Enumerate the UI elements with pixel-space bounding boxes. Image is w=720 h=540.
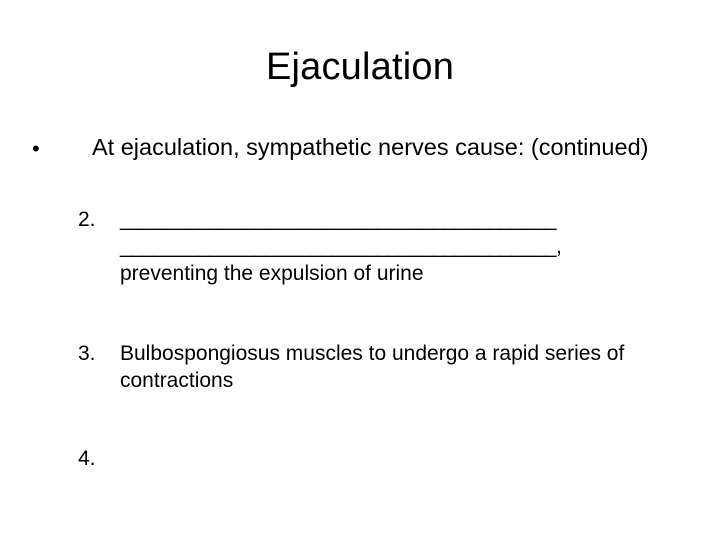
bullet-marker: • (32, 136, 40, 161)
item-text: preventing the expulsion of urine (120, 262, 424, 285)
item-number: 3. (78, 342, 96, 365)
bullet-text: At ejaculation, sympathetic nerves cause: (continued) (92, 134, 649, 160)
item-text: Bulbospongiosus muscles to undergo a rapid series of contractions (120, 342, 625, 392)
item-body (120, 206, 695, 287)
fill-in-blank-line: _______________________________________, (120, 235, 562, 258)
item-number: 2. (78, 208, 96, 231)
item-number: 4. (78, 447, 96, 470)
slide-title: Ejaculation (265, 46, 455, 88)
fill-in-blank-line: _______________________________________ (120, 208, 556, 231)
